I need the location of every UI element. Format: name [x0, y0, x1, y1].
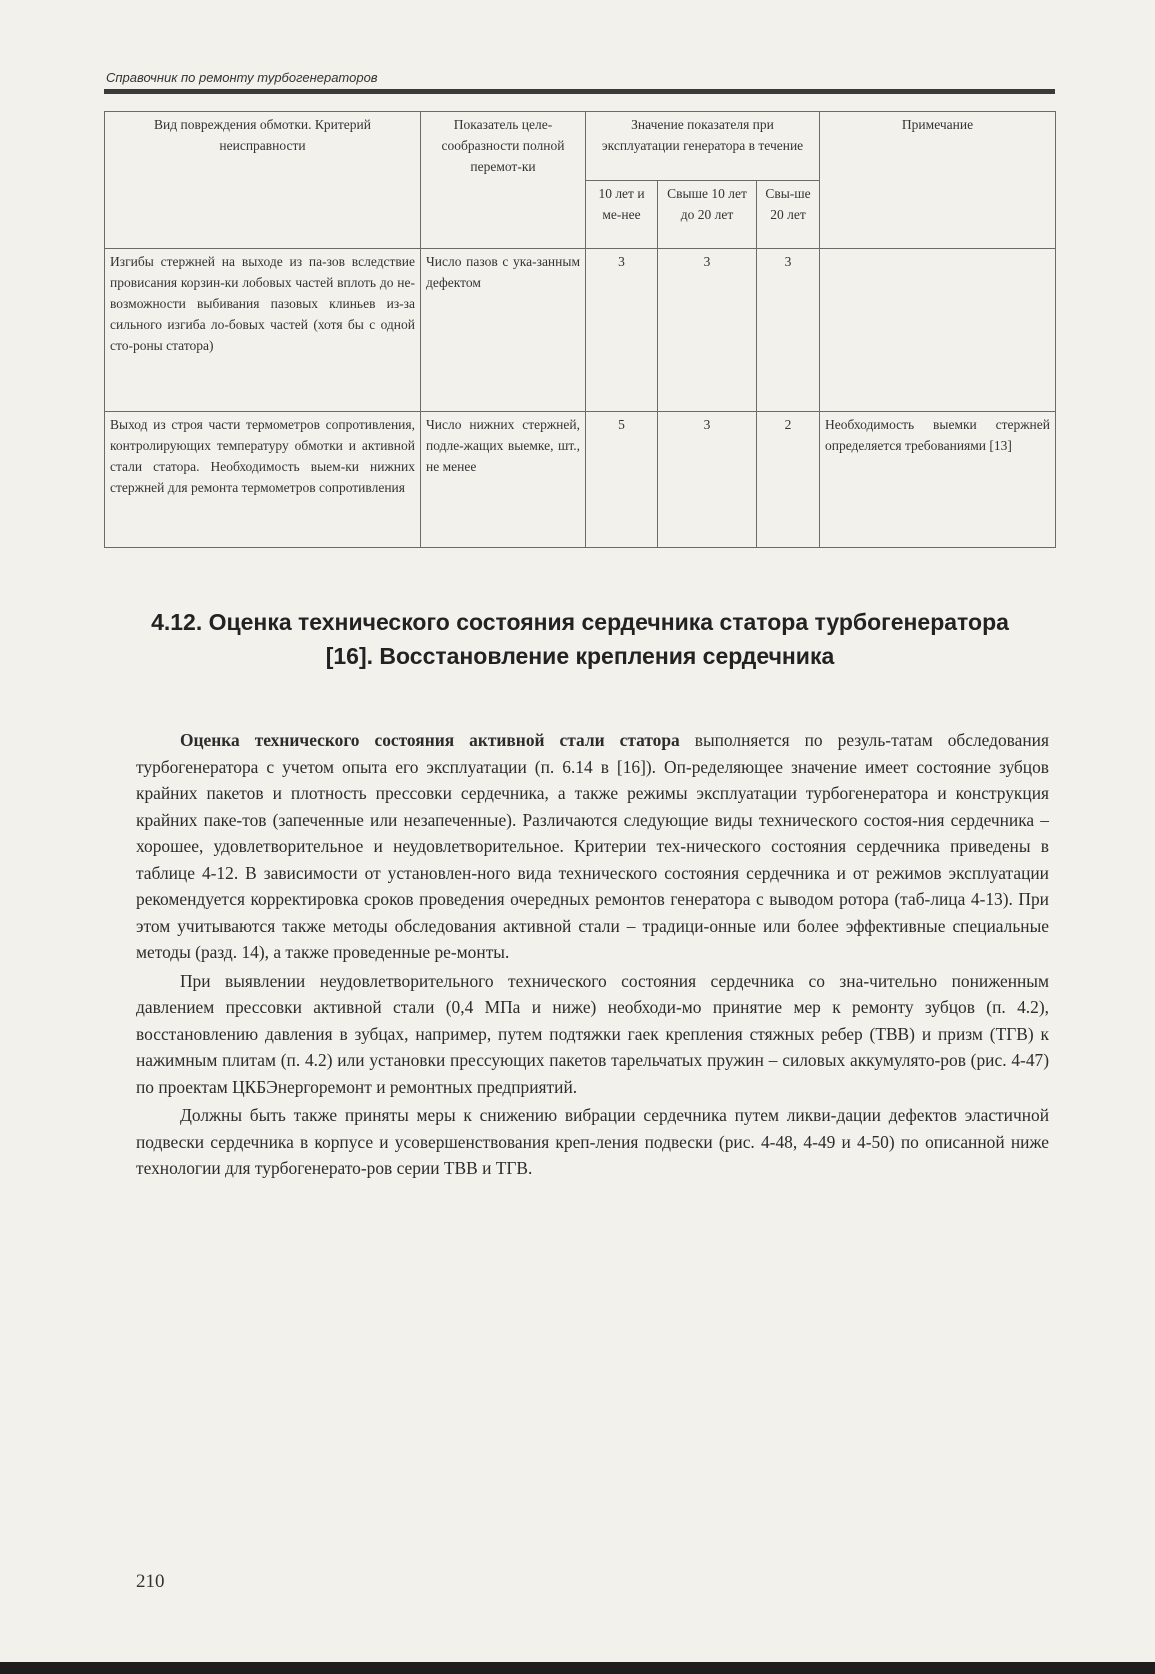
table-row	[105, 412, 1056, 548]
row1-damage: Изгибы стержней на выходе из па-зов вследствие провисания корзин-ки лобовых частей вплоть до не-возможности выбивания пазовых клиньев из-за сильного изгиба ло-бовых частей (хотя бы с одной сто-роны статора)	[105, 249, 421, 412]
paragraph-1-lead: Оценка технического состояния активной стали статора	[180, 730, 680, 750]
subheader-10-years-or-less: 10 лет и ме-нее	[586, 181, 658, 249]
running-head: Справочник по ремонту турбогенераторов	[106, 70, 378, 85]
row2-value-1: 5	[586, 412, 658, 548]
subheader-over-20-years: Свы-ше 20 лет	[757, 181, 820, 249]
header-indicator: Показатель целе-сообразности полной перемот-ки	[421, 112, 586, 249]
scan-edge	[0, 1662, 1155, 1674]
header-rule	[104, 89, 1055, 94]
row2-damage: Выход из строя части термометров сопротивления, контролирующих температуру обмотки и активной стали статора. Необходимость выем-ки нижних стержней для ремонта термометров сопротивления	[105, 412, 421, 548]
table-row	[105, 249, 1056, 412]
defects-table	[104, 111, 1056, 548]
header-note: Примечание	[820, 112, 1056, 249]
page-number: 210	[136, 1571, 165, 1592]
row2-value-2: 3	[658, 412, 757, 548]
row1-indicator: Число пазов с ука-занным дефектом	[421, 249, 586, 412]
paragraph-1-text: выполняется по резуль-татам обследования турбогенератора с учетом опыта его эксплуатации (п. 6.14 в [16]). Оп-ределяющее значение имеет состояние зубцов крайних пакетов и плотность прессовки сердечника, а также режимы эксплуатации турбогенератора и конструкция крайних паке-тов (запеченные или незапеченные). Различаются следующие виды технического состоя-ния сердечника – хорошее, удовлетворительное и неудовлетворительное. Критерии тех-нического состояния сердечника приведены в таблице 4-12. В зависимости от установлен-ного вида технического состояния сердечника и от режимов эксплуатации рекомендуется корректировка сроков проведения очередных ремонтов генератора с выводом ротора (таб-лица 4-13). При этом учитываются также методы обследования активной стали – традици-онные или более эффективные специальные методы (разд. 14), а также проведенные ре-монты.	[136, 730, 1049, 962]
header-value-group: Значение показателя при эксплуатации генератора в течение	[586, 112, 820, 181]
paragraph-1	[136, 727, 1049, 966]
row1-note	[820, 249, 1056, 412]
row2-note: Необходимость выемки стержней определяется требованиями [13]	[820, 412, 1056, 548]
subheader-10-to-20-years: Свыше 10 лет до 20 лет	[658, 181, 757, 249]
row1-value-1: 3	[586, 249, 658, 412]
row2-value-3: 2	[757, 412, 820, 548]
row1-value-2: 3	[658, 249, 757, 412]
paragraph-2: При выявлении неудовлетворительного технического состояния сердечника со зна-чительно пониженным давлением прессовки активной стали (0,4 МПа и ниже) необходи-мо принятие мер к ремонту зубцов (п. 4.2), восстановлению давления в зубцах, например, путем подтяжки гаек крепления стяжных ребер (ТВВ) и призм (ТГВ) к нажимным плитам (п. 4.2) или установки прессующих пакетов тарельчатых пружин – силовых аккумулято-ров (рис. 4-47) по проектам ЦКБЭнергоремонт и ремонтных предприятий.	[136, 970, 1049, 1097]
table-header-row	[105, 112, 1056, 181]
section-title: 4.12. Оценка технического состояния сердечника статора турбогенератора [16]. Восстановление крепления сердечника	[151, 609, 1009, 669]
paragraph-3: Должны быть также приняты меры к снижению вибрации сердечника путем ликви-дации дефектов эластичной подвески сердечника в корпусе и усовершенствования креп-ления подвески (рис. 4-48, 4-49 и 4-50) по описанной ниже технологии для турбогенерато-ров серии ТВВ и ТГВ.	[136, 1105, 1049, 1178]
header-damage-type: Вид повреждения обмотки. Критерий неисправности	[105, 112, 421, 249]
body-text	[136, 727, 1049, 1184]
row1-value-3: 3	[757, 249, 820, 412]
row2-indicator: Число нижних стержней, подле-жащих выемке, шт., не менее	[421, 412, 586, 548]
